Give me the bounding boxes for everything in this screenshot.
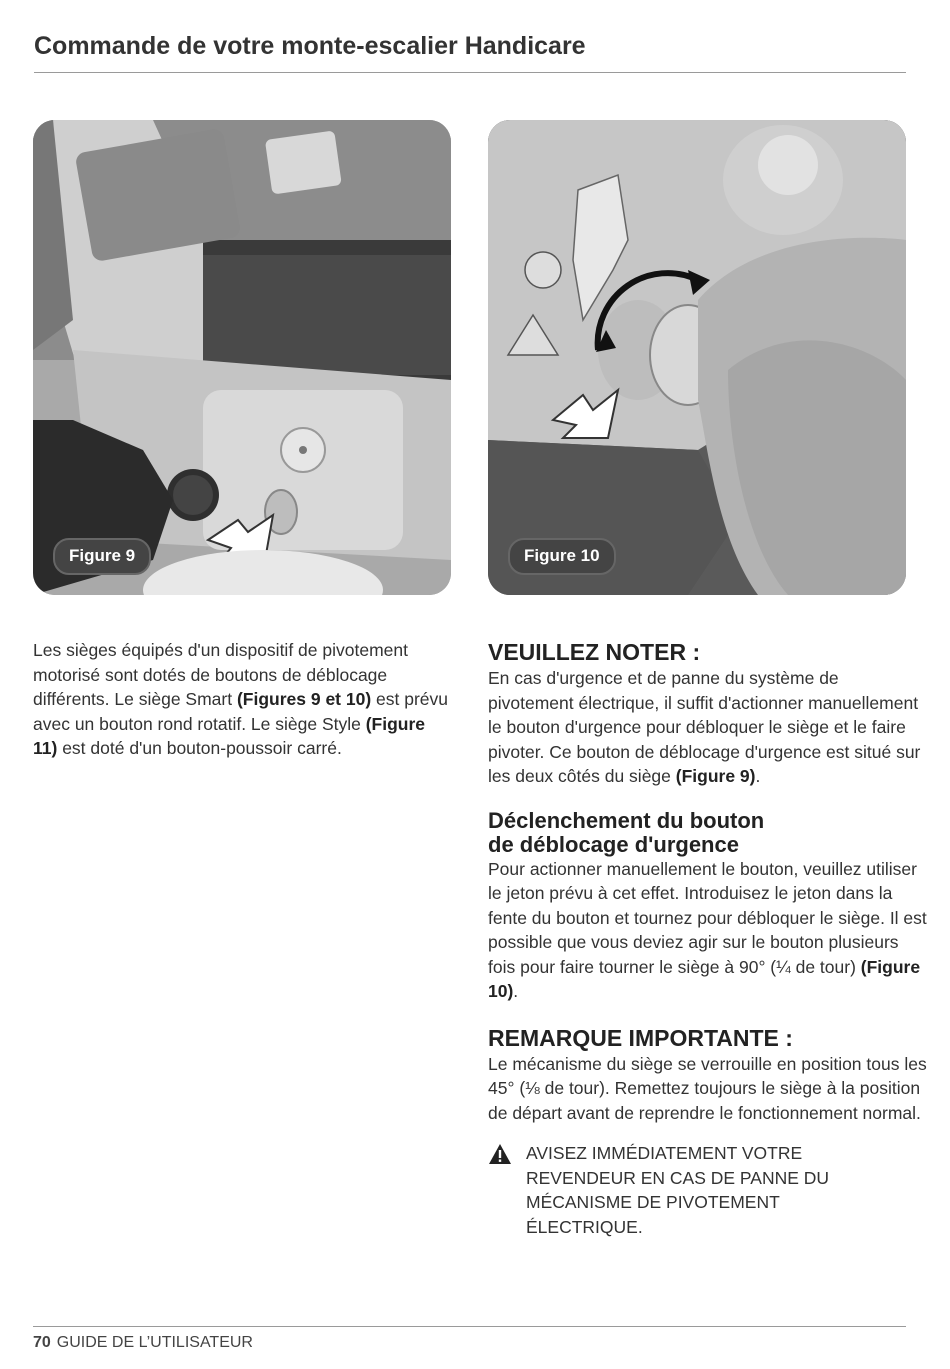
release-text: Pour actionner manuellement le bouton, veuillez utiliser le jeton prévu à cet effet. Introduisez le jeton dans la fente du bouton et tournez pour débloquer le siège. Il est possible que vous deviez agir sur le bouton plusieurs fois pour faire tourner le siège à 90° (¼ de tour) [488,858,927,977]
warning-note [488,1141,928,1239]
footer-label: GUIDE DE L’UTILISATEUR [56,1334,253,1351]
figure-10-photo [488,120,906,595]
intro-paragraph [33,638,453,761]
instructions-column [488,638,928,1239]
intro-ref-figure-11: (Figure 11) [33,713,426,758]
intro-ref-figures-9-10: (Figures 9 et 10) [236,689,372,709]
release-heading-line-2: de déblocage d'urgence [488,831,739,857]
note-text: En cas d'urgence et de panne du système de pivotement électrique, il suffit d'actionner manuellement le bouton d'urgence pour débloquer le siège et le faire pivoter. Ce bouton de déblocage d'urgence est situé sur les deux côtés du siège [488,668,921,786]
release-figure-ref: (Figure 10) [488,956,921,1001]
figure-9-photo [33,120,451,595]
figure-10-caption: Figure 10 [508,538,616,575]
remark-text: Le mécanisme du siège se verrouille en position tous les 45° (⅛ de tour). Remettez toujours le siège à la position de départ avant de reprendre le fonctionnement normal. [488,1053,927,1123]
warning-text: AVISEZ IMMÉDIATEMENT VOTRE REVENDEUR EN CAS DE PANNE DU MÉCANISME DE PIVOTEMENT ÉLECTRIQUE. [526,1143,830,1237]
figure-9-caption: Figure 9 [53,538,151,575]
intro-text-2: est prévu avec un bouton rond rotatif. Le siège Style [33,689,449,734]
figure-9-illustration [33,120,451,595]
note-end: . [755,766,761,786]
figure-10-illustration [488,120,906,595]
footer-divider [33,1326,906,1327]
warning-triangle-icon [488,1141,526,1239]
note-heading: VEUILLEZ NOTER : [488,639,701,665]
release-heading [488,809,928,857]
page-footer [33,1334,253,1352]
remark-heading: REMARQUE IMPORTANTE : [488,1024,793,1051]
header-divider [34,72,906,73]
release-heading-line-1: Déclenchement du bouton [488,807,765,833]
release-end: . [513,981,519,1001]
remark-section [488,1024,928,1240]
page-number: 70 [33,1334,51,1351]
note-figure-ref: (Figure 9) [675,766,756,786]
page-title: Commande de votre monte-escalier Handicare [34,32,586,60]
intro-text-1: Les sièges équipés d'un dispositif de pivotement motorisé sont dotés de boutons de déblocage différents. Le siège Smart [33,640,408,709]
release-section [488,809,928,1004]
note-section [488,638,928,789]
intro-text-3: est doté d'un bouton-poussoir carré. [57,738,342,758]
